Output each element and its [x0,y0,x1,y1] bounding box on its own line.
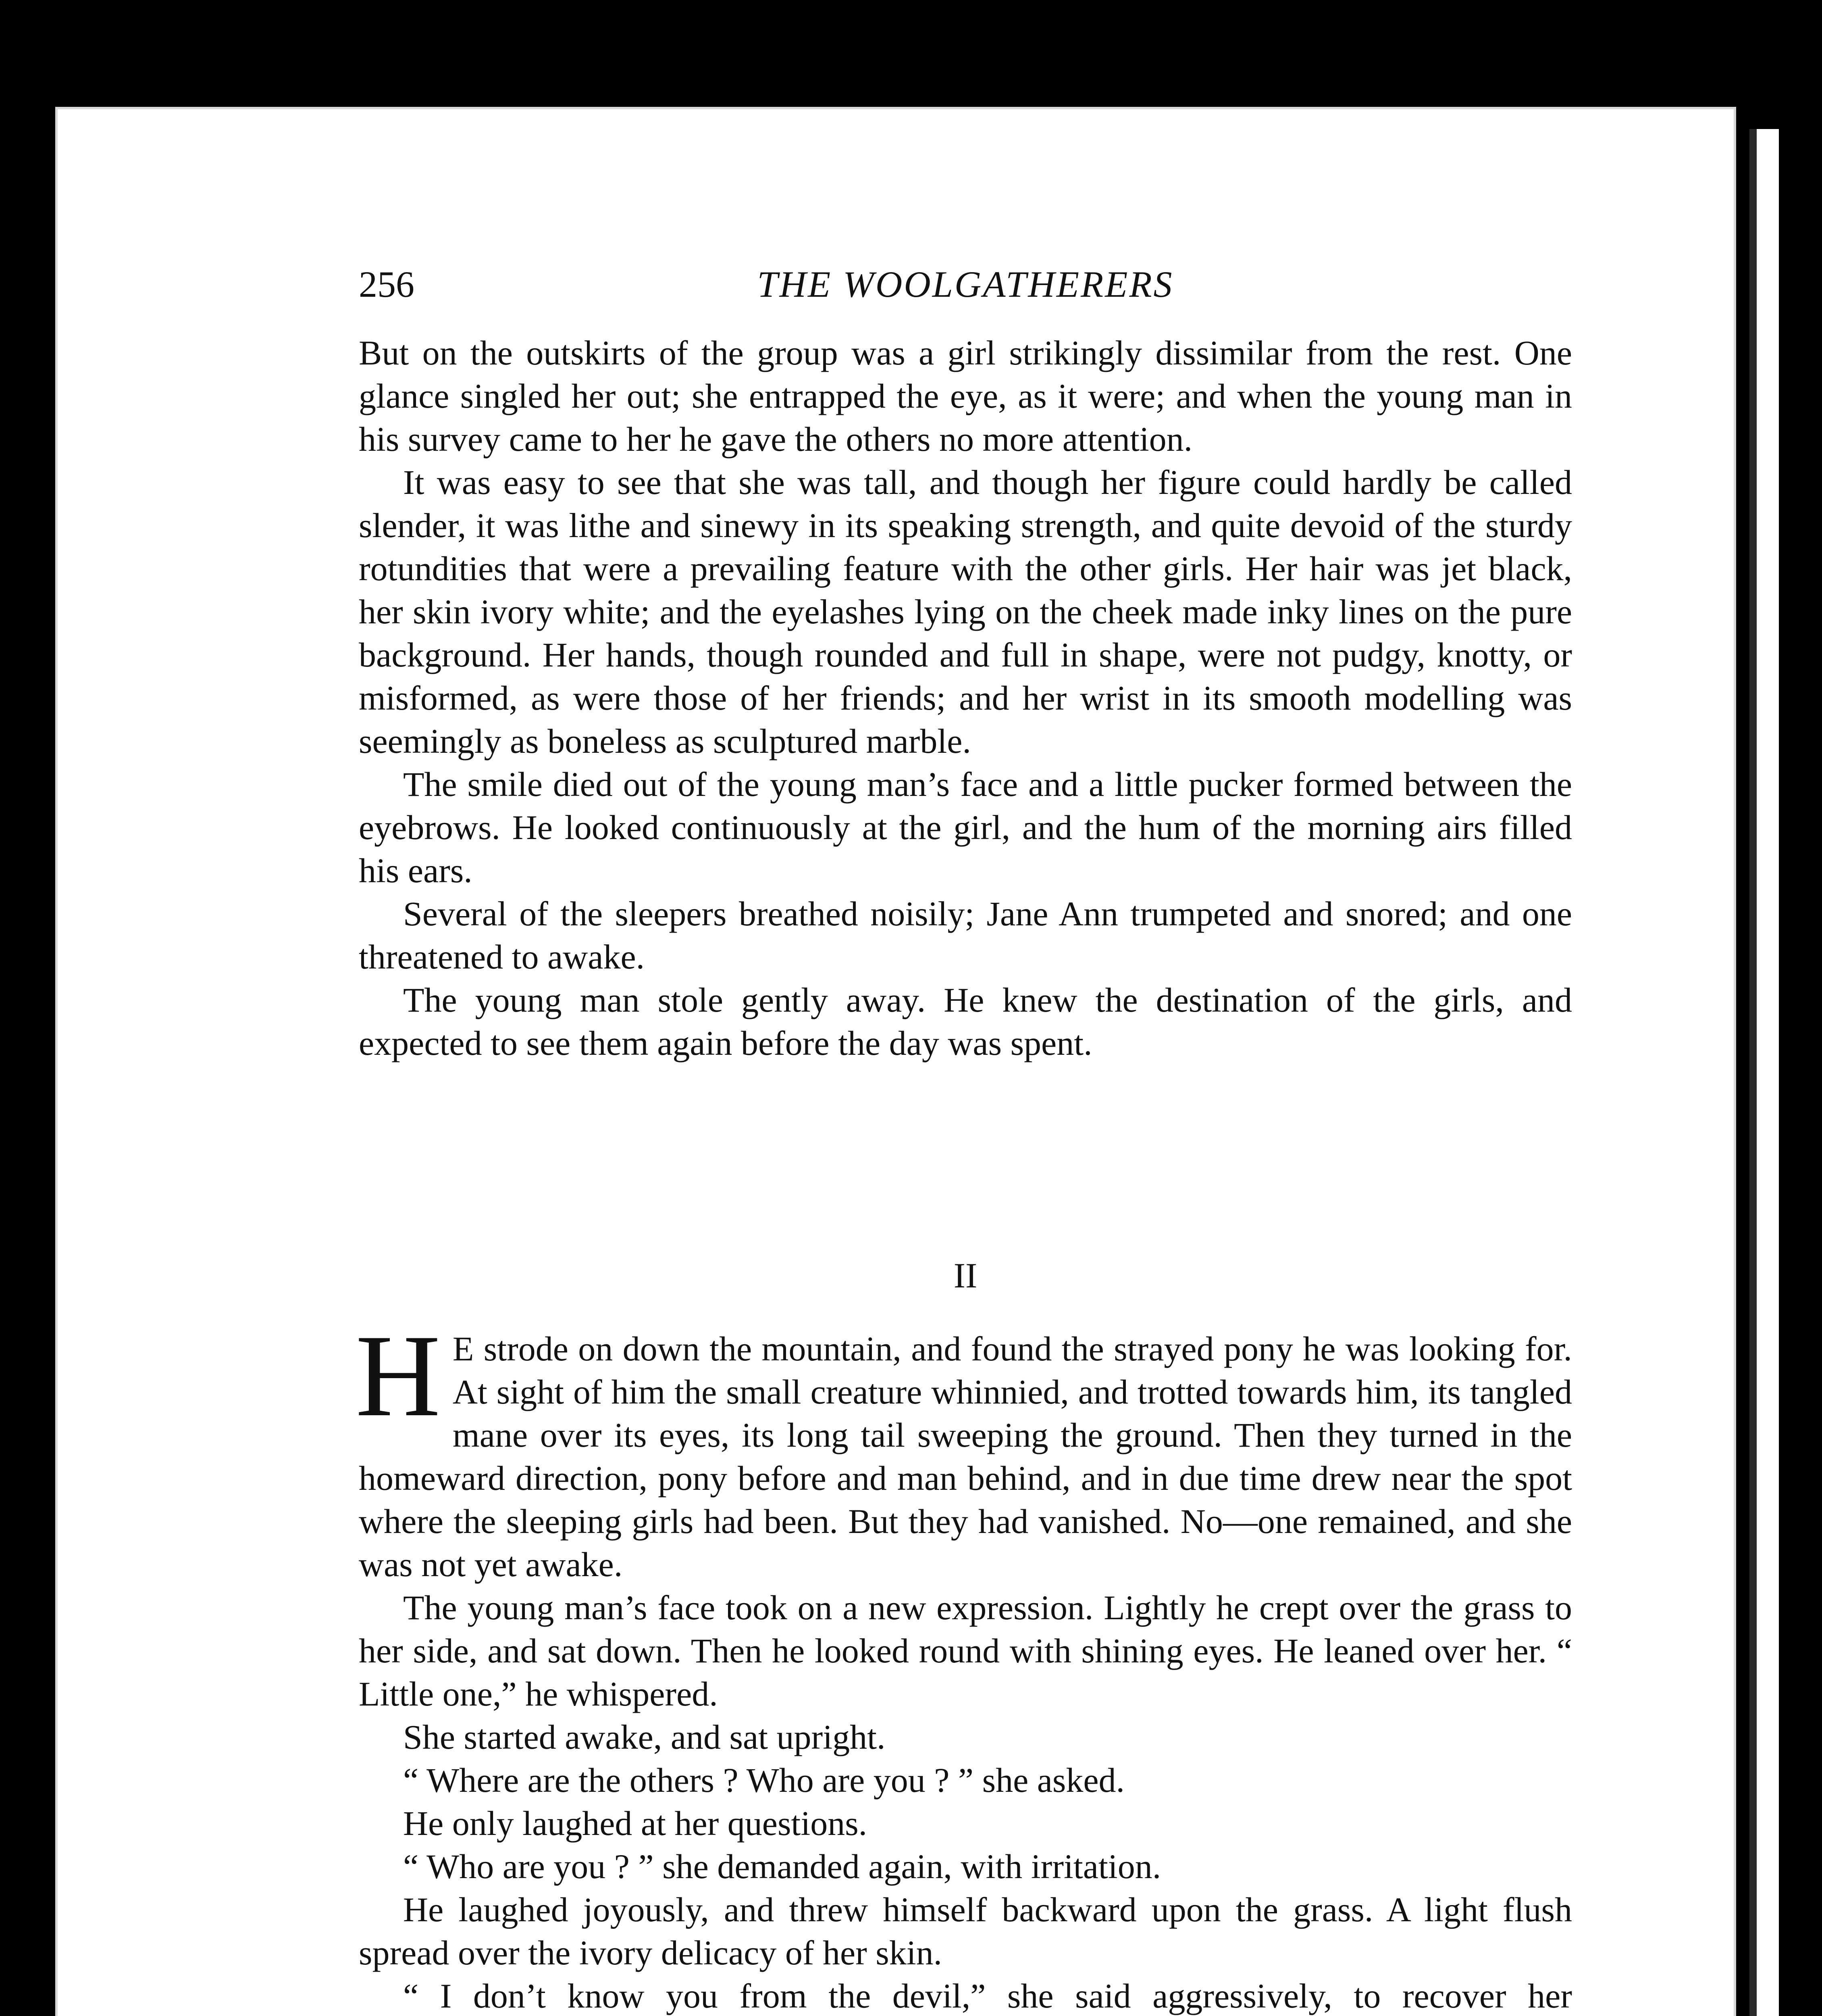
page-header [359,262,1572,306]
paragraph-sleepers: Several of the sleepers breathed noisily; Jane Ann trumpeted and snored; and one threatened to awake. [359,894,1572,976]
section-one-text [359,331,1572,1065]
paragraph-where-are-others: “ Where are the others ? Who are you ? ” she asked. [403,1761,1125,1799]
paragraph-new-expression: The young man’s face took on a new expression. Lightly he crept over the grass to her side, and sat down. Then he looked round with shining eyes. He leaned over her. “ Little one,” he whispered. [359,1588,1572,1713]
opening-text: E strode on down the mountain, and found the strayed pony he was looking for. At sight of him the small creature whinnied, and trotted towards him, its tangled mane over its eyes, its long tail sweeping the ground. Then they turned in the homeward direction, pony before and man behind, and in due time drew near the spot where the sleeping girls had been. But they had vanished. No—one remained, and she was not yet awake. [359,1329,1572,1584]
paragraph-stole-away: The young man stole gently away. He knew the destination of the girls, and expected to see them again before the day was spent. [359,981,1572,1062]
page-number: 256 [359,264,414,305]
running-title: THE WOOLGATHERERS [757,264,1174,305]
paragraph-laughed-questions: He only laughed at her questions. [403,1804,867,1843]
paragraph-laughed-joyously: He laughed joyously, and threw himself backward upon the grass. A light flush spread over the ivory delicacy of her skin. [359,1890,1572,1972]
paragraph-who-are-you: “ Who are you ? ” she demanded again, with irritation. [403,1847,1161,1886]
adjacent-page-edge [1749,129,1779,2016]
section-two-opening [356,1311,1572,1586]
paragraph-girl-description: It was easy to see that she was tall, and though her figure could hardly be called slender, it was lithe and sinewy in its speaking strength, and quite devoid of the sturdy rotundities that were a prevailing feature with the other girls. Her hair was jet black, her skin ivory white; and the eyelashes lying on the cheek made inky lines on the pure background. Her hands, though rounded and full in shape, were not pudgy, knotty, or misformed, as were those of her friends; and her wrist in its smooth modelling was seemingly as boneless as sculptured marble. [359,463,1572,760]
drop-cap-letter: H [356,1311,441,1441]
paragraph-devil: “ I don’t know you from the devil,” she said aggressively, to recover her [403,1976,1572,2015]
section-numeral: II [953,1256,978,1295]
paragraph-started-awake: She started awake, and sat upright. [403,1718,886,1756]
paragraph-young-man-pucker: The smile died out of the young man’s face and a little pucker formed between the eyebrows. He looked continuously at the girl, and the hum of the morning airs filled his ears. [359,765,1572,890]
paragraph-group-observation: But on the outskirts of the group was a girl strikingly dissimilar from the rest. One glance singled her out; she entrapped the eye, as it were; and when the young man in his survey came to her he gave the others no more attention. [359,333,1572,458]
section-two-text [356,1311,1572,2016]
